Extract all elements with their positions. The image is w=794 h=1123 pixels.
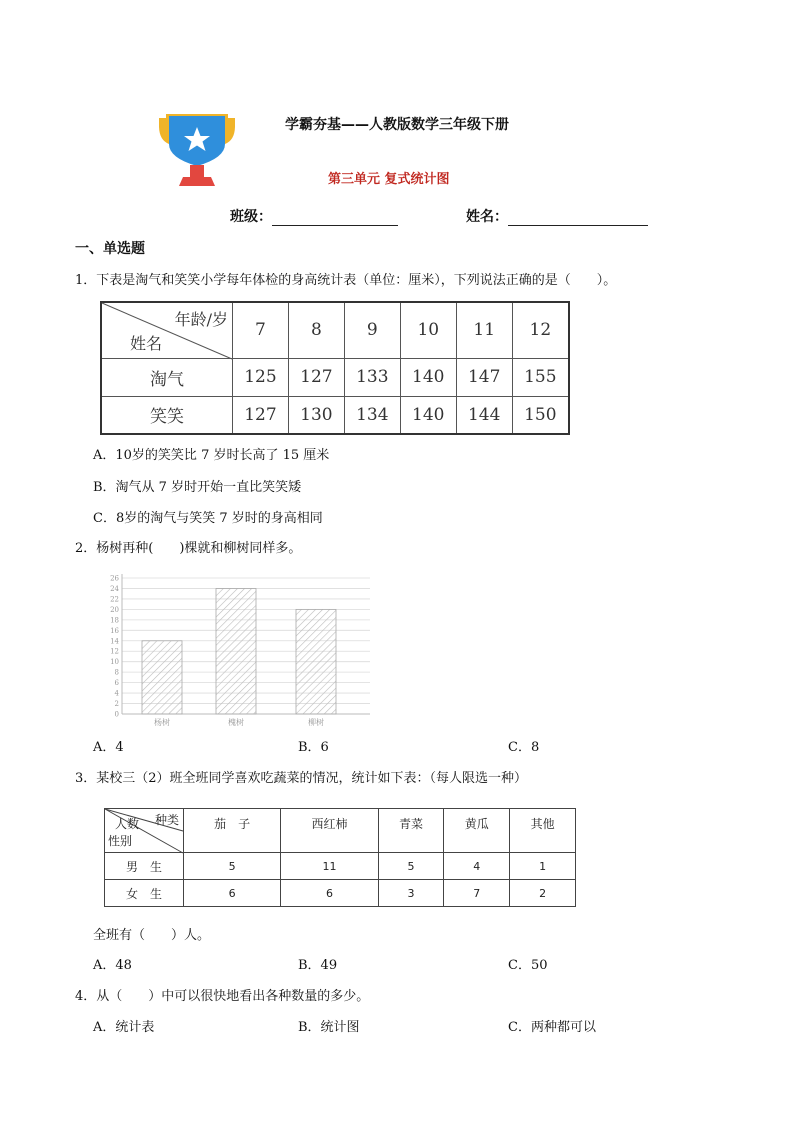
table-cell: 127 — [288, 358, 344, 396]
bar — [216, 588, 256, 714]
table-cell: 1 — [510, 853, 576, 880]
y-tick-label: 14 — [110, 637, 119, 646]
row-gender: 女 生 — [105, 880, 184, 907]
y-tick-label: 8 — [114, 668, 119, 677]
table-corner — [101, 302, 233, 358]
table-cell: 7 — [444, 880, 510, 907]
kind-header: 其他 — [510, 809, 576, 853]
table-corner — [105, 809, 184, 853]
table-cell: 6 — [281, 880, 378, 907]
q2-option-c[interactable]: C．8 — [508, 740, 540, 755]
q3-option-b[interactable]: B．49 — [298, 958, 338, 973]
row-name: 笑笑 — [101, 396, 233, 434]
page-subtitle: 第三单元 复式统计图 — [328, 172, 450, 187]
y-tick-label: 24 — [110, 584, 119, 593]
q4-option-b[interactable]: B．统计图 — [298, 1020, 360, 1035]
q1-height-table — [100, 301, 570, 435]
section-heading: 一、单选题 — [75, 241, 145, 257]
table-cell: 155 — [512, 358, 569, 396]
table-cell: 140 — [400, 396, 456, 434]
corner-gender-label: 性别 — [108, 834, 133, 848]
q2-stem: 2．杨树再种( )棵就和柳树同样多。 — [75, 541, 302, 556]
corner-kind-label: 种类 — [154, 813, 179, 827]
corner-top-label: 年龄/岁 — [174, 310, 228, 329]
q2-option-b[interactable]: B．6 — [298, 740, 329, 755]
table-cell: 11 — [281, 853, 378, 880]
y-tick-label: 6 — [114, 679, 119, 688]
row-name: 淘气 — [101, 358, 233, 396]
age-header: 9 — [344, 302, 400, 358]
bar — [142, 641, 182, 714]
kind-header: 黄瓜 — [444, 809, 510, 853]
y-tick-label: 20 — [110, 605, 119, 614]
table-cell: 130 — [288, 396, 344, 434]
age-header: 11 — [456, 302, 512, 358]
table-cell: 2 — [510, 880, 576, 907]
y-tick-label: 18 — [110, 616, 119, 625]
class-input-line[interactable] — [272, 211, 398, 226]
table-cell: 5 — [378, 853, 444, 880]
subtitle-clip — [300, 170, 500, 187]
table-cell: 6 — [184, 880, 281, 907]
class-label: 班级： — [230, 209, 272, 225]
trophy-logo-icon — [155, 110, 239, 188]
q2-bar-chart — [104, 566, 374, 732]
kind-header: 青菜 — [378, 809, 444, 853]
q1-option-c[interactable]: C．8岁的淘气与笑笑 7 岁时的身高相同 — [93, 511, 323, 526]
table-cell: 134 — [344, 396, 400, 434]
q4-stem: 4．从（ ）中可以很快地看出各种数量的多少。 — [75, 989, 370, 1004]
table-row — [101, 358, 569, 396]
y-tick-label: 12 — [110, 647, 119, 656]
q1-stem: 1．下表是淘气和笑笑小学每年体检的身高统计表（单位：厘米），下列说法正确的是（ ）。 — [75, 273, 617, 288]
corner-bottom-label: 姓名 — [130, 333, 163, 353]
table-cell: 133 — [344, 358, 400, 396]
table-cell: 3 — [378, 880, 444, 907]
x-tick-label: 槐树 — [228, 718, 244, 727]
table-cell: 144 — [456, 396, 512, 434]
y-tick-label: 16 — [110, 626, 119, 635]
q1-option-a[interactable]: A．10岁的笑笑比 7 岁时长高了 15 厘米 — [93, 448, 330, 463]
q2-option-a[interactable]: A．4 — [93, 740, 124, 755]
bar — [296, 609, 336, 714]
kind-header: 西红柿 — [281, 809, 378, 853]
kind-header: 茄 子 — [184, 809, 281, 853]
table-cell: 5 — [184, 853, 281, 880]
y-tick-label: 22 — [110, 595, 119, 604]
table-row — [105, 853, 576, 880]
q3-stem: 3．某校三（2）班全班同学喜欢吃蔬菜的情况，统计如下表：（每人限选一种） — [75, 771, 528, 786]
q3-option-a[interactable]: A．48 — [93, 958, 132, 973]
y-tick-label: 0 — [114, 710, 119, 719]
row-gender: 男 生 — [105, 853, 184, 880]
q3-vegetable-table — [104, 808, 576, 907]
q1-option-b[interactable]: B．淘气从 7 岁时开始一直比笑笑矮 — [93, 480, 302, 495]
name-label: 姓名： — [466, 209, 508, 225]
age-header: 12 — [512, 302, 569, 358]
table-row — [101, 396, 569, 434]
q4-option-c[interactable]: C．两种都可以 — [508, 1020, 596, 1035]
y-tick-label: 2 — [114, 700, 119, 709]
name-input-line[interactable] — [508, 211, 648, 226]
y-tick-label: 26 — [110, 574, 119, 583]
age-header: 10 — [400, 302, 456, 358]
corner-people-label: 人数 — [115, 817, 140, 831]
table-cell: 147 — [456, 358, 512, 396]
name-field[interactable] — [466, 208, 648, 226]
table-cell: 150 — [512, 396, 569, 434]
table-cell: 140 — [400, 358, 456, 396]
q3-question: 全班有（ ）人。 — [93, 928, 211, 943]
x-tick-label: 柳树 — [308, 718, 324, 727]
q4-option-a[interactable]: A．统计表 — [93, 1020, 155, 1035]
page-title: 学霸夯基——人教版数学三年级下册 — [285, 117, 509, 133]
table-cell: 127 — [233, 396, 289, 434]
class-field[interactable] — [230, 208, 398, 226]
age-header: 8 — [288, 302, 344, 358]
table-row — [105, 880, 576, 907]
y-tick-label: 10 — [110, 658, 119, 667]
table-cell: 125 — [233, 358, 289, 396]
table-cell: 4 — [444, 853, 510, 880]
y-tick-label: 4 — [114, 689, 119, 698]
q3-option-c[interactable]: C．50 — [508, 958, 548, 973]
age-header: 7 — [233, 302, 289, 358]
x-tick-label: 杨树 — [154, 718, 170, 727]
